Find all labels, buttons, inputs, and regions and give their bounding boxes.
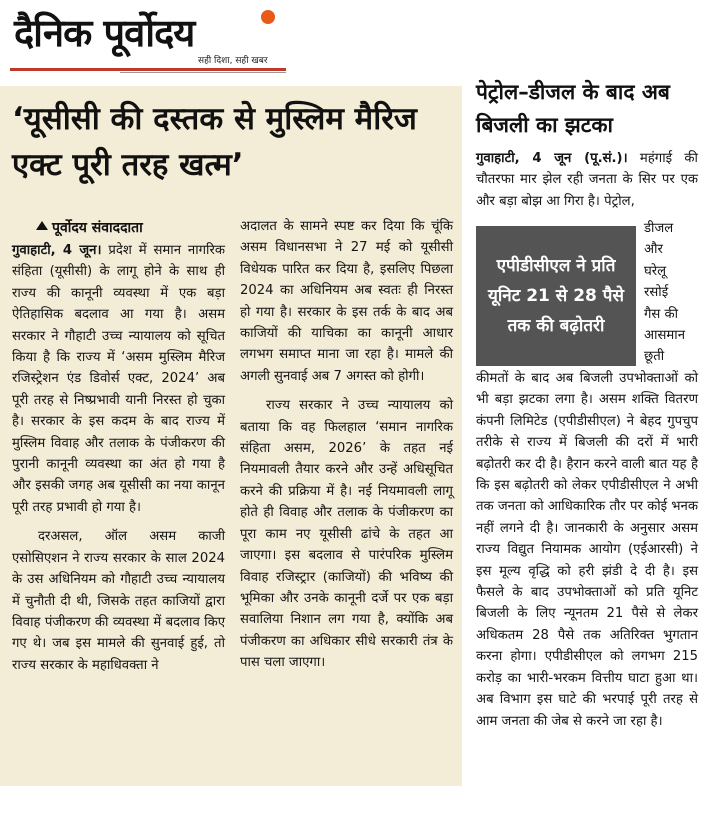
wrap-line: रसोई xyxy=(644,285,669,301)
article-paragraph: अदालत के सामने स्पष्ट कर दिया कि चूंकि असम विधानसभा ने 27 मई को यूसीसी विधेयक पारित कर दिया है, इसलिए पिछला 2024 का अधिनियम अब स्वतः ही निरस्त हो गया है। सरकार के इस तर्क के बाद अब काजियों की याचिका का कानूनी आधार लगभग समाप्त माना जा रहा है। मामले की अगली सुनवाई अब 7 अगस्त को होगी। xyxy=(240,219,453,384)
masthead-divider xyxy=(120,72,286,73)
newspaper-logo: दैनिक पूर्वोदय xyxy=(14,11,195,55)
highlight-box: एपीडीसीएल ने प्रति यूनिट 21 से 28 पैसे तक की बढ़ोतरी xyxy=(476,226,636,366)
wrap-text xyxy=(644,218,698,368)
logo-sun-icon xyxy=(261,10,275,24)
article-paragraph: दरअसल, ऑल असम काजी एसोसिएशन ने राज्य सरकार के साल 2024 के उस अधिनियम को गौहाटी उच्च न्यायालय में चुनौती दी थी, जिसके तहत काजियों द्वारा विवाह पंजीकरण की व्यवस्था में बदलाव किए गए थे। जब इस मामले की सुनवाई हुई, तो राज्य सरकार के महाधिवक्ता ने xyxy=(12,529,225,673)
wrap-line: आसमान xyxy=(644,328,686,344)
paragraph-text: प्रदेश में समान नागरिक संहिता (यूसीसी) के लागू होने के साथ ही राज्य की कानूनी व्यवस्था में एक बड़ा ऐतिहासिक बदलाव आ गया है। असम सरकार ने गौहाटी उच्च न्यायालय को सूचित किया है कि राज्य में ‘असम मुस्लिम मैरिज रजिस्ट्रेशन एंड डिवोर्स एक्ट, 2024’ अब पूरी तरह से निष्प्रभावी यानी निरस्त हो चुका है। सरकार के इस कदम के बाद राज्य में मुस्लिम विवाह और तलाक के पंजीकरण की पुरानी कानूनी व्यवस्था का अंत हो गया है और इसकी जगह अब यूसीसी का नया कानून पूरी तरह प्रभावी हो गया है। xyxy=(12,243,225,515)
side-body xyxy=(476,368,698,732)
side-intro-text: महंगाई की चौतरफा मार झेल रही जनता के सिर पर एक और बड़ा बोझ आ गिरा है। पेट्रोल, xyxy=(476,151,698,209)
byline: पूर्वोदय संवाददाता xyxy=(52,220,143,236)
main-article xyxy=(0,86,462,786)
masthead xyxy=(0,0,300,86)
wrap-line: डीजल xyxy=(644,221,674,236)
side-dateline: गुवाहाटी, 4 जून (पू.सं.)। xyxy=(476,151,628,166)
side-headline: पेट्रोल–डीजल के बाद अब बिजली का झटका xyxy=(476,80,670,137)
byline-arrow-icon xyxy=(36,221,48,230)
wrap-line: और xyxy=(644,242,663,258)
side-article xyxy=(466,76,702,804)
wrap-line: गैस की xyxy=(644,306,679,322)
main-headline: ‘यूसीसी की दस्तक से मुस्लिम मैरिज एक्ट पूरी तरह खत्म’ xyxy=(12,101,417,183)
side-paragraph: कीमतों के बाद अब बिजली उपभोक्ताओं को भी बड़ा झटका लगा है। असम शक्ति वितरण कंपनी लिमिटेड (एपीडीसीएल) ने बेहद गुपचुप तरीके से राज्य में बिजली की दरों में भारी बढ़ोतरी कर दी है। हैरान करने वाली बात यह है कि इस बढ़ोतरी को लेकर एपीडीसीएल ने अभी तक जनता को आधिकारिक तौर पर कोई भनक नहीं लगने दी है। जानकारी के अनुसार असम राज्य विद्युत नियामक आयोग (एईआरसी) ने इस मूल्य वृद्धि को हरी झंडी दे दी है। इस फैसले के बाद उपभोक्ताओं को प्रति यूनिट बिजली के लिए न्यूनतम 21 पैसे से लेकर अधिकतम 28 पैसे तक अतिरिक्त भुगतान करना होगा। एपीडीसीएल को लगभग 215 करोड़ का भारी-भरकम वित्तीय घाटा हुआ था। अब विभाग इस घाटे की भरपाई पूरी तरह से आम जनता की जेब से करने जा रहा है। xyxy=(476,371,698,729)
wrap-line: छूती xyxy=(644,349,665,365)
article-column-1 xyxy=(12,240,225,676)
article-paragraph: राज्य सरकार ने उच्च न्यायालय को बताया कि वह फिलहाल ‘समान नागरिक संहिता असम, 2026’ के तहत नई नियमावली तैयार करने और उन्हें अधिसूचित करने की प्रक्रिया में है। नई नियमावली लागू होते ही विवाह और तलाक के पंजीकरण का पूरा काम नए यूसीसी ढांचे के तहत आ जाएगा। इस बदलाव से पारंपरिक मुस्लिम विवाह रजिस्ट्रार (काजियों) की भविष्य की भूमिका और उनके कानूनी दर्जे पर एक बड़ा सवालिया निशान लग गया है, क्योंकि अब पंजीकरण का अधिकार सीधे सरकारी तंत्र के पास चला जाएगा। xyxy=(240,398,453,671)
masthead-rule xyxy=(10,68,286,71)
wrap-line: घरेलू xyxy=(644,263,667,279)
side-intro xyxy=(476,148,698,212)
article-paragraph xyxy=(12,240,225,518)
article-column-2 xyxy=(240,216,453,674)
dateline: गुवाहाटी, 4 जून। xyxy=(12,243,102,258)
masthead-tagline: सही दिशा, सही खबर xyxy=(198,56,268,66)
